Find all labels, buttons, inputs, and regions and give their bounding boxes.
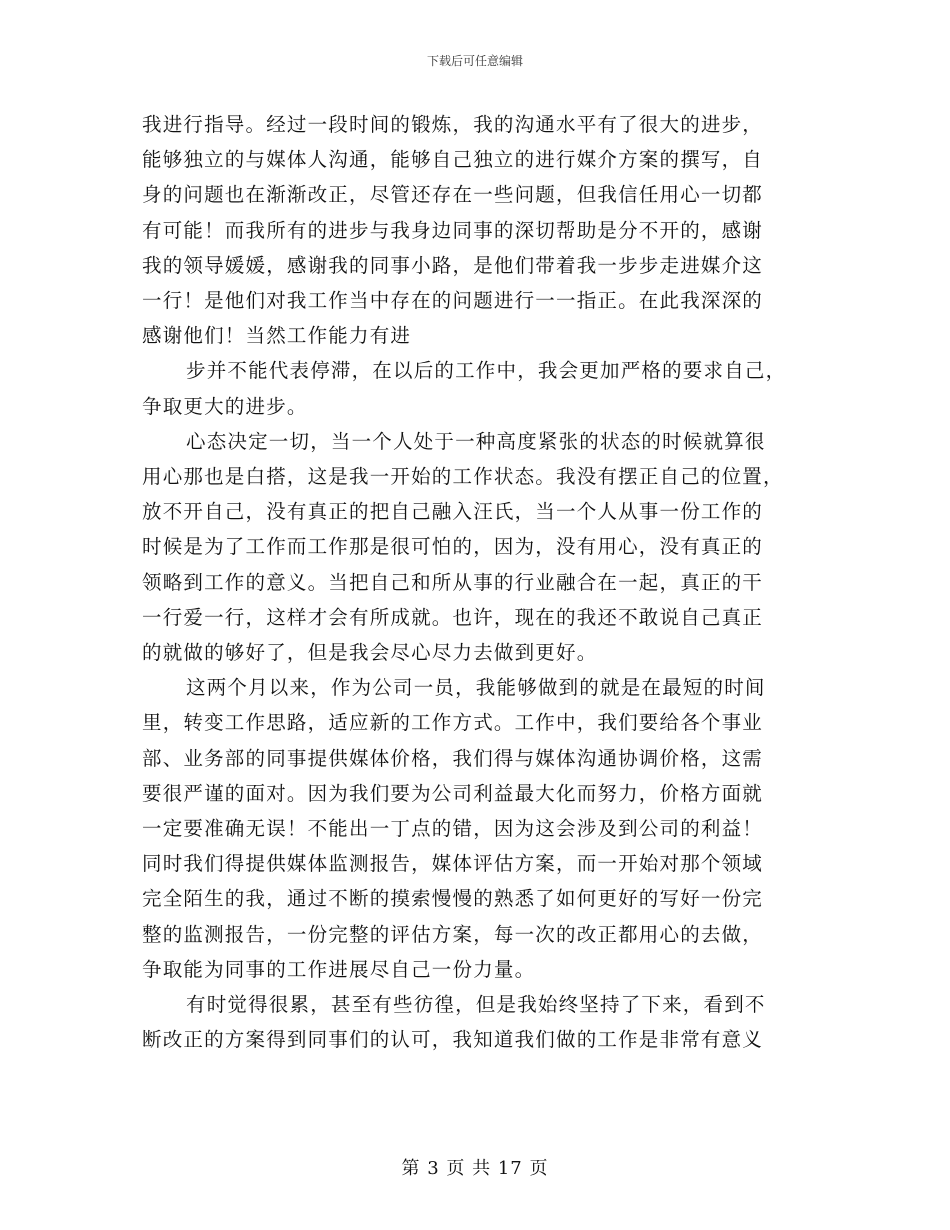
text-line: 用心那也是白搭，这是我一开始的工作状态。我没有摆正自己的位置， (142, 465, 784, 489)
text-line: 要很严谨的面对。因为我们要为公司利益最大化而努力，价格方面就 (142, 781, 764, 805)
paragraph (142, 107, 798, 353)
text-line: 断改正的方案得到同事们的认可，我知道我们做的工作是非常有意义 (142, 1028, 764, 1052)
document-body (142, 107, 798, 1057)
text-line: 时候是为了工作而工作那是很可怕的，因为，没有用心，没有真正的 (142, 535, 764, 559)
text-line: 一定要准确无误！不能出一丁点的错，因为这会涉及到公司的利益！ (142, 817, 764, 841)
text-line: 一行！是他们对我工作当中存在的问题进行一一指正。在此我深深的 (142, 289, 764, 313)
paragraph (142, 424, 798, 670)
text-line: 有可能！而我所有的进步与我身边同事的深切帮助是分不开的，感谢 (142, 218, 764, 242)
text-line: 我的领导媛媛，感谢我的同事小路，是他们带着我一步步走进媒介这 (142, 253, 764, 277)
text-line: 感谢他们！当然工作能力有进 (142, 324, 412, 348)
text-line: 领略到工作的意义。当把自己和所从事的行业融合在一起，真正的干 (142, 570, 764, 594)
text-line: 能够独立的与媒体人沟通，能够自己独立的进行媒介方案的撰写，自 (142, 148, 764, 172)
paragraph (142, 353, 798, 423)
text-line: 身的问题也在渐渐改正，尽管还存在一些问题，但我信任用心一切都 (142, 183, 764, 207)
text-line: 争取更大的进步。 (142, 394, 308, 418)
text-line: 一行爱一行，这样才会有所成就。也许，现在的我还不敢说自己真正 (142, 605, 764, 629)
text-line: 放不开自己，没有真正的把自己融入汪氏，当一个人从事一份工作的 (142, 500, 764, 524)
text-line: 整的监测报告，一份完整的评估方案，每一次的改正都用心的去做， (142, 922, 764, 946)
page-footer: 第 3 页 共 17 页 (401, 1158, 549, 1179)
text-line: 这两个月以来，作为公司一员，我能够做到的就是在最短的时间 (186, 676, 766, 700)
paragraph (142, 670, 798, 987)
text-line: 争取能为同事的工作进展尽自己一份力量。 (142, 957, 536, 981)
text-line: 里，转变工作思路，适应新的工作方式。工作中，我们要给各个事业 (142, 711, 764, 735)
text-line: 步并不能代表停滞，在以后的工作中，我会更加严格的要求自己， (186, 359, 787, 383)
text-line: 心态决定一切，当一个人处于一种高度紧张的状态的时候就算很 (186, 429, 766, 453)
text-line: 同时我们得提供媒体监测报告，媒体评估方案，而一开始对那个领域 (142, 852, 764, 876)
text-line: 有时觉得很累，甚至有些彷徨，但是我始终坚持了下来，看到不 (186, 993, 766, 1017)
page-header: 下载后可任意编辑 (426, 54, 523, 68)
text-line: 完全陌生的我，通过不断的摸索慢慢的熟悉了如何更好的写好一份完 (142, 887, 764, 911)
text-line: 我进行指导。经过一段时间的锻炼，我的沟通水平有了很大的进步， (142, 113, 764, 136)
paragraph (142, 987, 798, 1057)
text-line: 的就做的够好了，但是我会尽心尽力去做到更好。 (142, 641, 598, 665)
text-line: 部、业务部的同事提供媒体价格，我们得与媒体沟通协调价格，这需 (142, 746, 764, 770)
